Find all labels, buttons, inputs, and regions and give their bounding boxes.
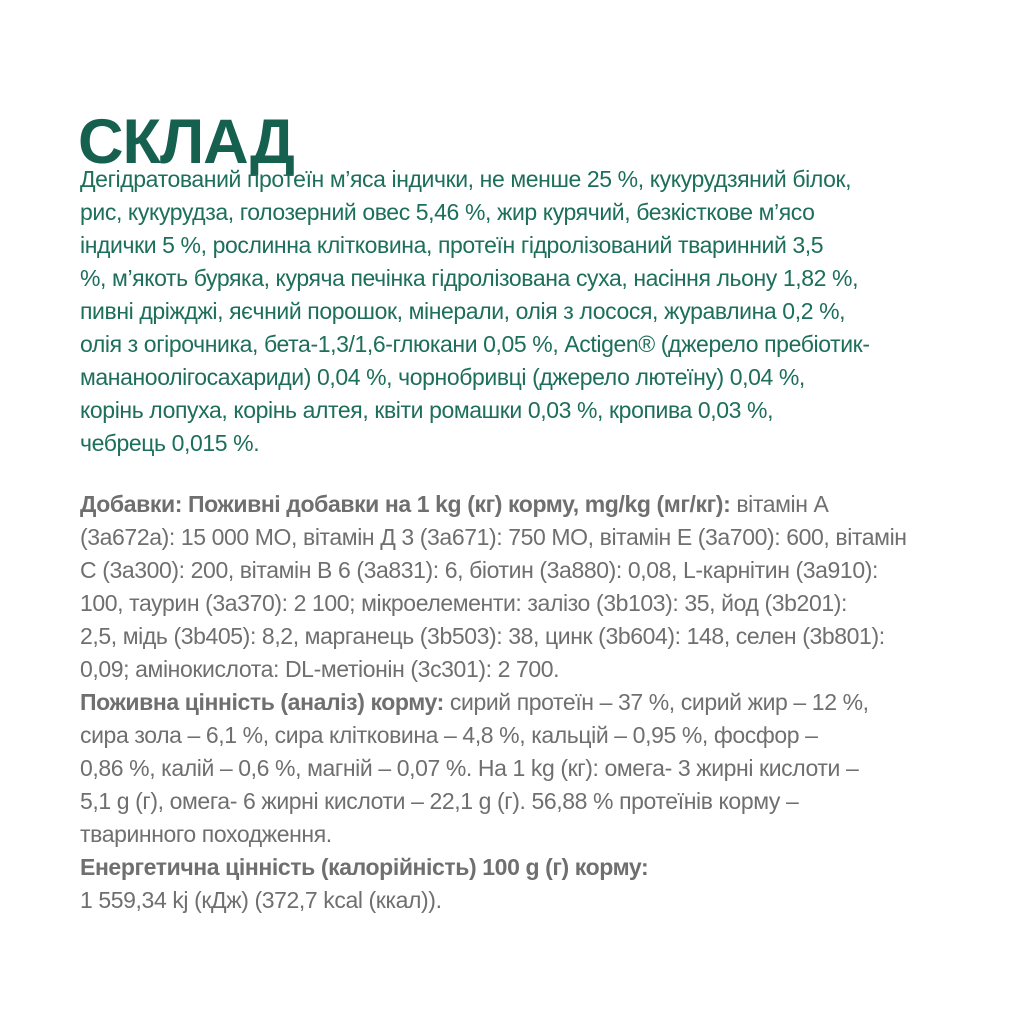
text-line: 100, таурин (3a370): 2 100; мікроелементи: залізо (3b103): 35, йод (3b201): [80, 590, 847, 616]
text-line: С (3a300): 200, вітамін В 6 (3a831): 6, біотин (3a880): 0,08, L-карнітин (3a910): [80, 557, 878, 583]
text-line: 0,09; амінокислота: DL-метіонін (3c301): 2 700. [80, 656, 560, 682]
additives-nutrition-paragraph [80, 488, 980, 917]
text-line: сира зола – 6,1 %, сира клітковина – 4,8 %, кальцій – 0,95 %, фосфор – [80, 722, 818, 748]
text-line: індички 5 %, рослинна клітковина, протеїн гідролізований тваринний 3,5 [80, 232, 824, 258]
text-line: мананоолігосахариди) 0,04 %, чорнобривці (джерело лютеїну) 0,04 %, [80, 364, 805, 390]
text-line: корінь лопуха, корінь алтея, квіти ромашки 0,03 %, кропива 0,03 %, [80, 397, 774, 423]
text-line: чебрець 0,015 %. [80, 430, 260, 456]
text-line: тваринного походження. [80, 821, 332, 847]
text-line: 0,86 %, калій – 0,6 %, магній – 0,07 %. На 1 kg (кг): омега- 3 жирні кислоти – [80, 755, 859, 781]
page-title: СКЛАД [78, 107, 294, 178]
text-line: пивні дріжджі, яєчний порошок, мінерали, олія з лосося, журавлина 0,2 %, [80, 298, 846, 324]
text-line [80, 686, 980, 719]
text-line: 1 559,34 kj (кДж) (372,7 kcal (ккал)). [80, 887, 442, 913]
text-line: рис, кукурудза, голозерний овес 5,46 %, жир курячий, безкісткове м’ясо [80, 199, 815, 225]
text-line: 2,5, мідь (3b405): 8,2, марганець (3b503): 38, цинк (3b604): 148, селен (3b801): [80, 623, 885, 649]
text-line: Дегідратований протеїн м’яса індички, не менше 25 %, кукурудзяний білок, [80, 166, 852, 192]
text-line: %, м’якоть буряка, куряча печінка гідролізована суха, насіння льону 1,82 %, [80, 265, 859, 291]
text-line [80, 851, 980, 884]
text-segment: сирий протеїн – 37 %, сирий жир – 12 %, [443, 689, 869, 715]
text-segment: вітамін А [730, 491, 829, 517]
text-line: (3a672a): 15 000 МО, вітамін Д 3 (3a671): 750 МО, вітамін Е (3a700): 600, вітамін [80, 524, 907, 550]
text-line: 5,1 g (г), омега- 6 жирні кислоти – 22,1 g (г). 56,88 % протеїнів корму – [80, 788, 799, 814]
bold-text-segment: Поживна цінність (аналіз) корму: [80, 689, 444, 715]
bold-text-segment: Добавки: Поживні добавки на 1 kg (кг) корму, mg/kg (мг/кг): [80, 491, 731, 517]
ingredients-paragraph [80, 163, 980, 460]
text-line: олія з огірочника, бета-1,3/1,6-глюкани 0,05 %, Actigen® (джерело пребіотик- [80, 331, 870, 357]
bold-text-segment: Енергетична цінність (калорійність) 100 g (г) корму: [80, 854, 649, 880]
text-line [80, 488, 980, 521]
